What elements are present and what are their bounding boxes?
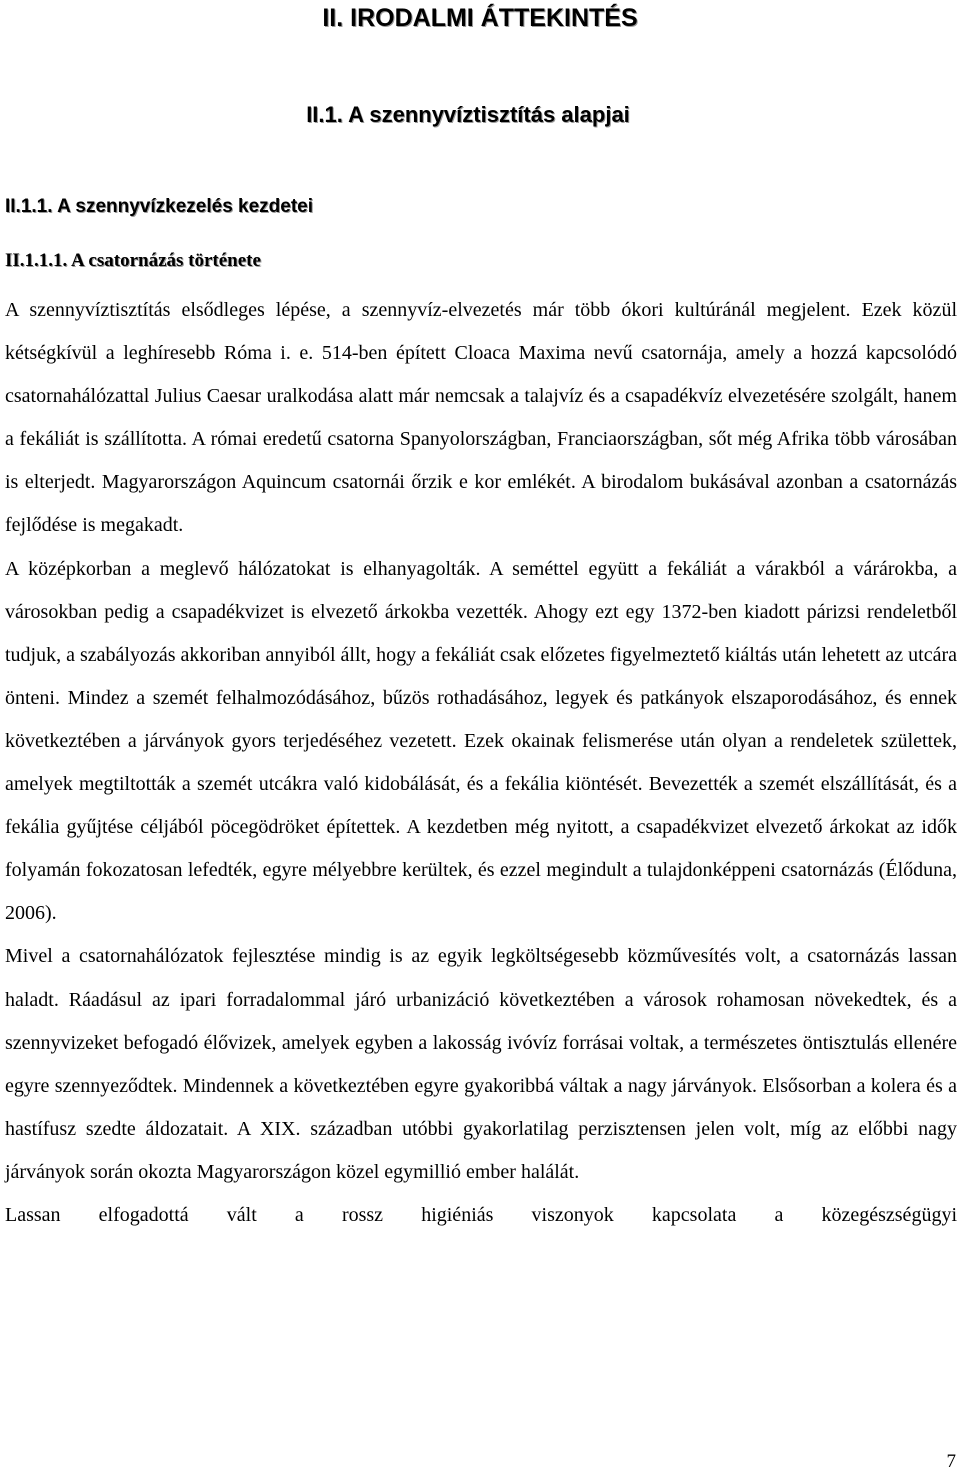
- page-number: 7: [946, 1451, 956, 1472]
- paragraph-hygiene: Lassan elfogadottá vált a rossz higiéniás viszonyok kapcsolata a közegészségügyi: [5, 1203, 957, 1226]
- section-heading: II.1. A szennyvíztisztítás alapjai: [306, 102, 630, 127]
- chapter-heading: II. IRODALMI ÁTTEKINTÉS: [322, 4, 638, 32]
- subsubsection-heading: II.1.1.1. A csatornázás története: [5, 250, 261, 271]
- paragraph-sewerage-antiquity: A szennyvíztisztítás elsődleges lépése, a szennyvíz-elvezetés már több ókori kultúránál megjelent. Ezek közül kétségkívül a leghíresebb Róma i. e. 514-ben épített Cloaca Maxima nevű csatornája, amely a hozzá kapcsolódó csatornahálózattal Julius Caesar uralkodása alatt már nemcsak a talajvíz és a csapadékvíz elvezetésére szolgált, hanem a fekáliát is szállította. A római eredetű csatorna Spanyolországban, Franciaországban, sőt még Afrika több városában is elterjedt. Magyarországon Aquincum csatornái őrzik e kor emlékét. A birodalom bukásával azonban a csatornázás fejlődése is megakadt.: [5, 299, 957, 537]
- subsection-heading: II.1.1. A szennyvízkezelés kezdetei: [5, 196, 314, 217]
- paragraph-industrial-era: Mivel a csatornahálózatok fejlesztése mindig is az egyik legköltségesebb közművesítés volt, a csatornázás lassan haladt. Ráadásul az ipari forradalommal járó urbanizáció következtében a városok rohamosan növekedtek, és a szennyvizeket befogadó élővizek, amelyek egyben a lakosság ivóvíz forrásai voltak, a természetes öntisztulás ellenére egyre szennyeződtek. Mindennek a következtében egyre gyakoribbá váltak a nagy járványok. Elsősorban a kolera és a hastífusz szedte áldozatait. A XIX. században utóbbi gyakorlatilag perzisztensen jelen volt, míg az előbbi nagy járványok során okozta Magyarországon közel egymillió ember halálát.: [5, 945, 957, 1183]
- paragraph-middle-ages: A középkorban a meglevő hálózatokat is elhanyagolták. A seméttel együtt a fekáliát a várakból a várárokba, a városokban pedig a csapadékvizet is elvezető árkokba vezették. Ahogy ezt egy 1372-ben kiadott párizsi rendeletből tudjuk, a szabályozás akkoriban annyiból állt, hogy a fekáliát csak előzetes figyelmeztető kiáltás után lehetett az utcára önteni. Mindez a szemét felhalmozódásához, bűzös rothadásához, legyek és patkányok elszaporodásához, és ennek következtében a járványok gyors terjedéséhez vezetett. Ezek okainak felismerése után olyan a rendeletek születtek, amelyek megtiltották a szemét utcákra való kidobálását, és a fekália kiöntését. Bevezették a szemét elszállítását, és a fekália gyűjtése céljából pöcegödröket építettek. A kezdetben még nyitott, a csapadékvizet elvezető árkokat az idők folyamán fokozatosan lefedték, egyre mélyebbre kerültek, és ezzel megindult a tulajdonképpeni csatornázás (Élőduna, 2006).: [5, 557, 957, 925]
- body-text: [5, 289, 957, 1237]
